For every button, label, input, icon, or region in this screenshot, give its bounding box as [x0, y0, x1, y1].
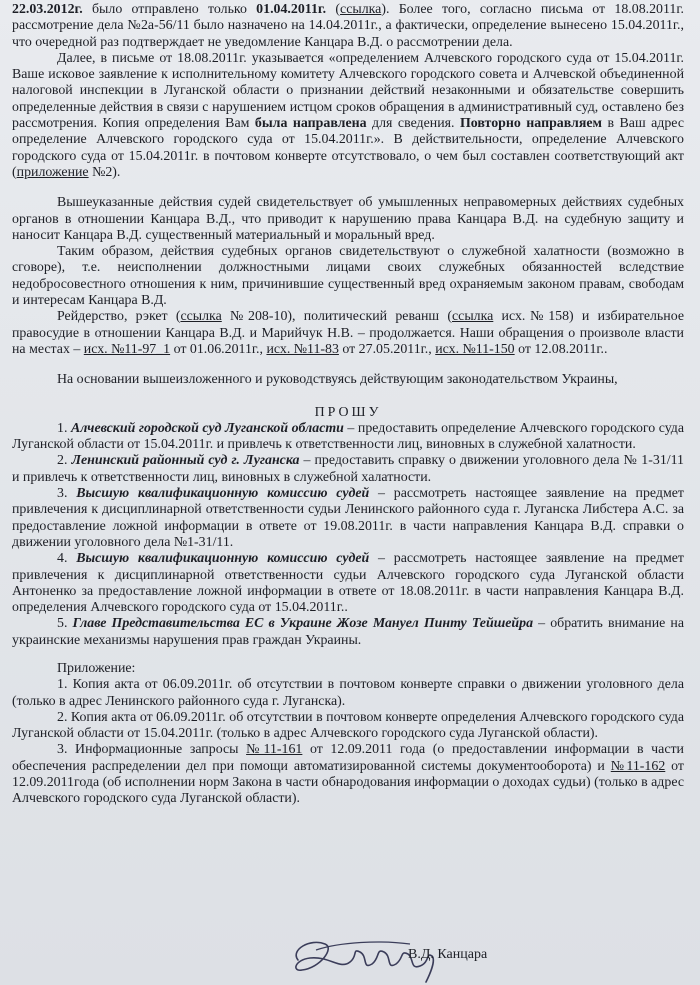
spacer	[12, 649, 684, 661]
link-ish-11-83[interactable]: исх. №11-83	[266, 341, 339, 357]
request-item-3: 3. Высшую квалификационную комиссию судей – рассмотреть настоящее заявление на предмет привлечения к дисциплинарной ответственности судьи Ленинского районного суда г. Луганска Либстера А.С. за предоставление ложной информации в ответе от 19.08.2011г. в части направления Канцара В.Д. справки о движении уголовного дела №1-31/11.	[12, 486, 684, 550]
spacer	[12, 358, 684, 372]
request-item-4: 4. Высшую квалификационную комиссию судей – рассмотреть настоящее заявление на предмет привлечения к дисциплинарной ответственности судьи Алчевского городского суда Луганской области Антоненко за предоставление ложной информации в ответе от 18.08.2011г. в части направления Канцара В.Д. определения Алчевского городского суда от 15.04.2011г..	[12, 551, 684, 616]
link-ish-11-97[interactable]: исх. №11-97_1	[83, 341, 171, 357]
link-11-161[interactable]: №11-161	[246, 742, 303, 758]
attachments-label: Приложение:	[57, 660, 136, 676]
paragraph-1: 22.03.2012г. было отправлено только 01.04.2011г. (ссылка). Более того, согласно письма от 18.08.2011г. рассмотрение дела №2а-56/11 было назначено на 14.04.2011г., а фактически, определение вынесено 15.04.2011г., что очередной раз подтверждает не уведомление Канцара В.Д. о рассмотрении дела.	[12, 2, 684, 50]
link-11-162[interactable]: №11-162	[610, 758, 666, 774]
spacer	[12, 389, 684, 401]
attachment-3: 3. Информационные запросы №11-161 от 12.09.2011 года (о предоставлении информации в части обеспечения распределении дел при помощи автоматизированной системы документооборота) и №11-162 от 12.09.2011года (об исполнении норм Закона в части обнародования информации о доходах судьи) (только в адрес Алчевского городского суда Луганской области).	[12, 742, 685, 807]
signature-name: В.Д. Канцара	[408, 947, 488, 962]
paragraph-3: Вышеуказанные действия судей свидетельствует об умышленных неправомерных действиях судебных органов в отношении Канцара В.Д., что приводит к нарушению права Канцара В.Д. на судебную защиту и наносит Канцара В.Д. существенный материальный и моральный вред.	[12, 195, 684, 243]
request-heading: ПРОШУ	[314, 404, 382, 420]
paragraph-6: На основании вышеизложенного и руководствуясь действующим законодательством Украины,	[57, 372, 618, 388]
paragraph-4: Таким образом, действия судебных органов свидетельствуют о служебной халатности (возможно в сговоре), т.е. неисполнении должностными лицами своих служебных обязанностей вследствие недобросовестного отношения к ним, причинившие существенный вред охраняемым законом правам, свободам и интересам Канцара В.Д.	[12, 244, 684, 309]
attachment-2: 2. Копия акта от 06.09.2011г. об отсутствии в почтовом конверте определения Алчевского городского суда Луганской области от 15.04.2011г. (только в адрес Алчевского городского суда Луганской области).	[12, 709, 684, 742]
request-item-1: 1. Алчевский городской суд Луганской области – предоставить определение Алчевского городского суда Луганской области от 15.04.2011г. и привлечь к ответственности лиц, виновных в служебной халатности.	[12, 420, 684, 453]
link-prilozhenie[interactable]: приложение	[16, 164, 89, 180]
link-ssylka-1[interactable]: ссылка	[340, 2, 382, 17]
paragraph-5: Рейдерство, рэкет (ссылка №208-10), политический реванш (ссылка исх.№158) и избирательное правосудие в отношении Канцара В.Д. и Марийчук Н.В. – продолжается. Наши обращения о произволе власти на местах – исх. №11-97_1 от 01.06.2011г., исх. №11-83 от 27.05.2011г., исх. №11-150 от 12.08.2011г..	[12, 309, 684, 357]
spacer	[12, 181, 684, 195]
paragraph-2: Далее, в письме от 18.08.2011г. указывается «определением Алчевского городского суда от 15.04.2011г. Ваше исковое заявление к исполнительному комитету Алчевского городского совета и Алчевской объединенной налоговой инспекции в Луганской области о признании действий незаконными и обязательстве совершить определенные действия в связи с нарушением истцом сроков обращения в административный суд, оставлено без рассмотрения. Копия определения Вам была направлена для сведения. Повторно направляем в Ваш адрес определение Алчевского городского суда от 15.04.2011г.». В действительности, определение Алчевского городского суда от 15.04.2011г. в почтовом конверте отсутствовало, о чем был составлен соответствующий акт (приложение №2).	[12, 50, 684, 180]
date-bold: 01.04.2011г.	[256, 2, 327, 17]
link-ssylka-2[interactable]: ссылка	[180, 309, 222, 325]
link-ssylka-3[interactable]: ссылка	[452, 309, 494, 325]
request-item-2: 2. Ленинский районный суд г. Луганска – предоставить справку о движении уголовного дела № 1-31/11 и привлечь к ответственности лиц, виновных в служебной халатности.	[12, 453, 684, 485]
link-ish-11-150[interactable]: исх. №11-150	[435, 341, 515, 357]
request-item-5: 5. Главе Представительства ЕС в Украине Жозе Мануел Пинту Тейшейра – обратить внимание на украинские механизмы нарушения прав граждан Украины.	[12, 616, 684, 648]
date-prefix: 22.03.2012г.	[12, 2, 83, 17]
attachment-1: 1. Копия акта от 06.09.2011г. об отсутствии в почтовом конверте справки о движении уголовного дела (только в адрес Ленинского районного суда г. Луганска).	[12, 677, 684, 709]
